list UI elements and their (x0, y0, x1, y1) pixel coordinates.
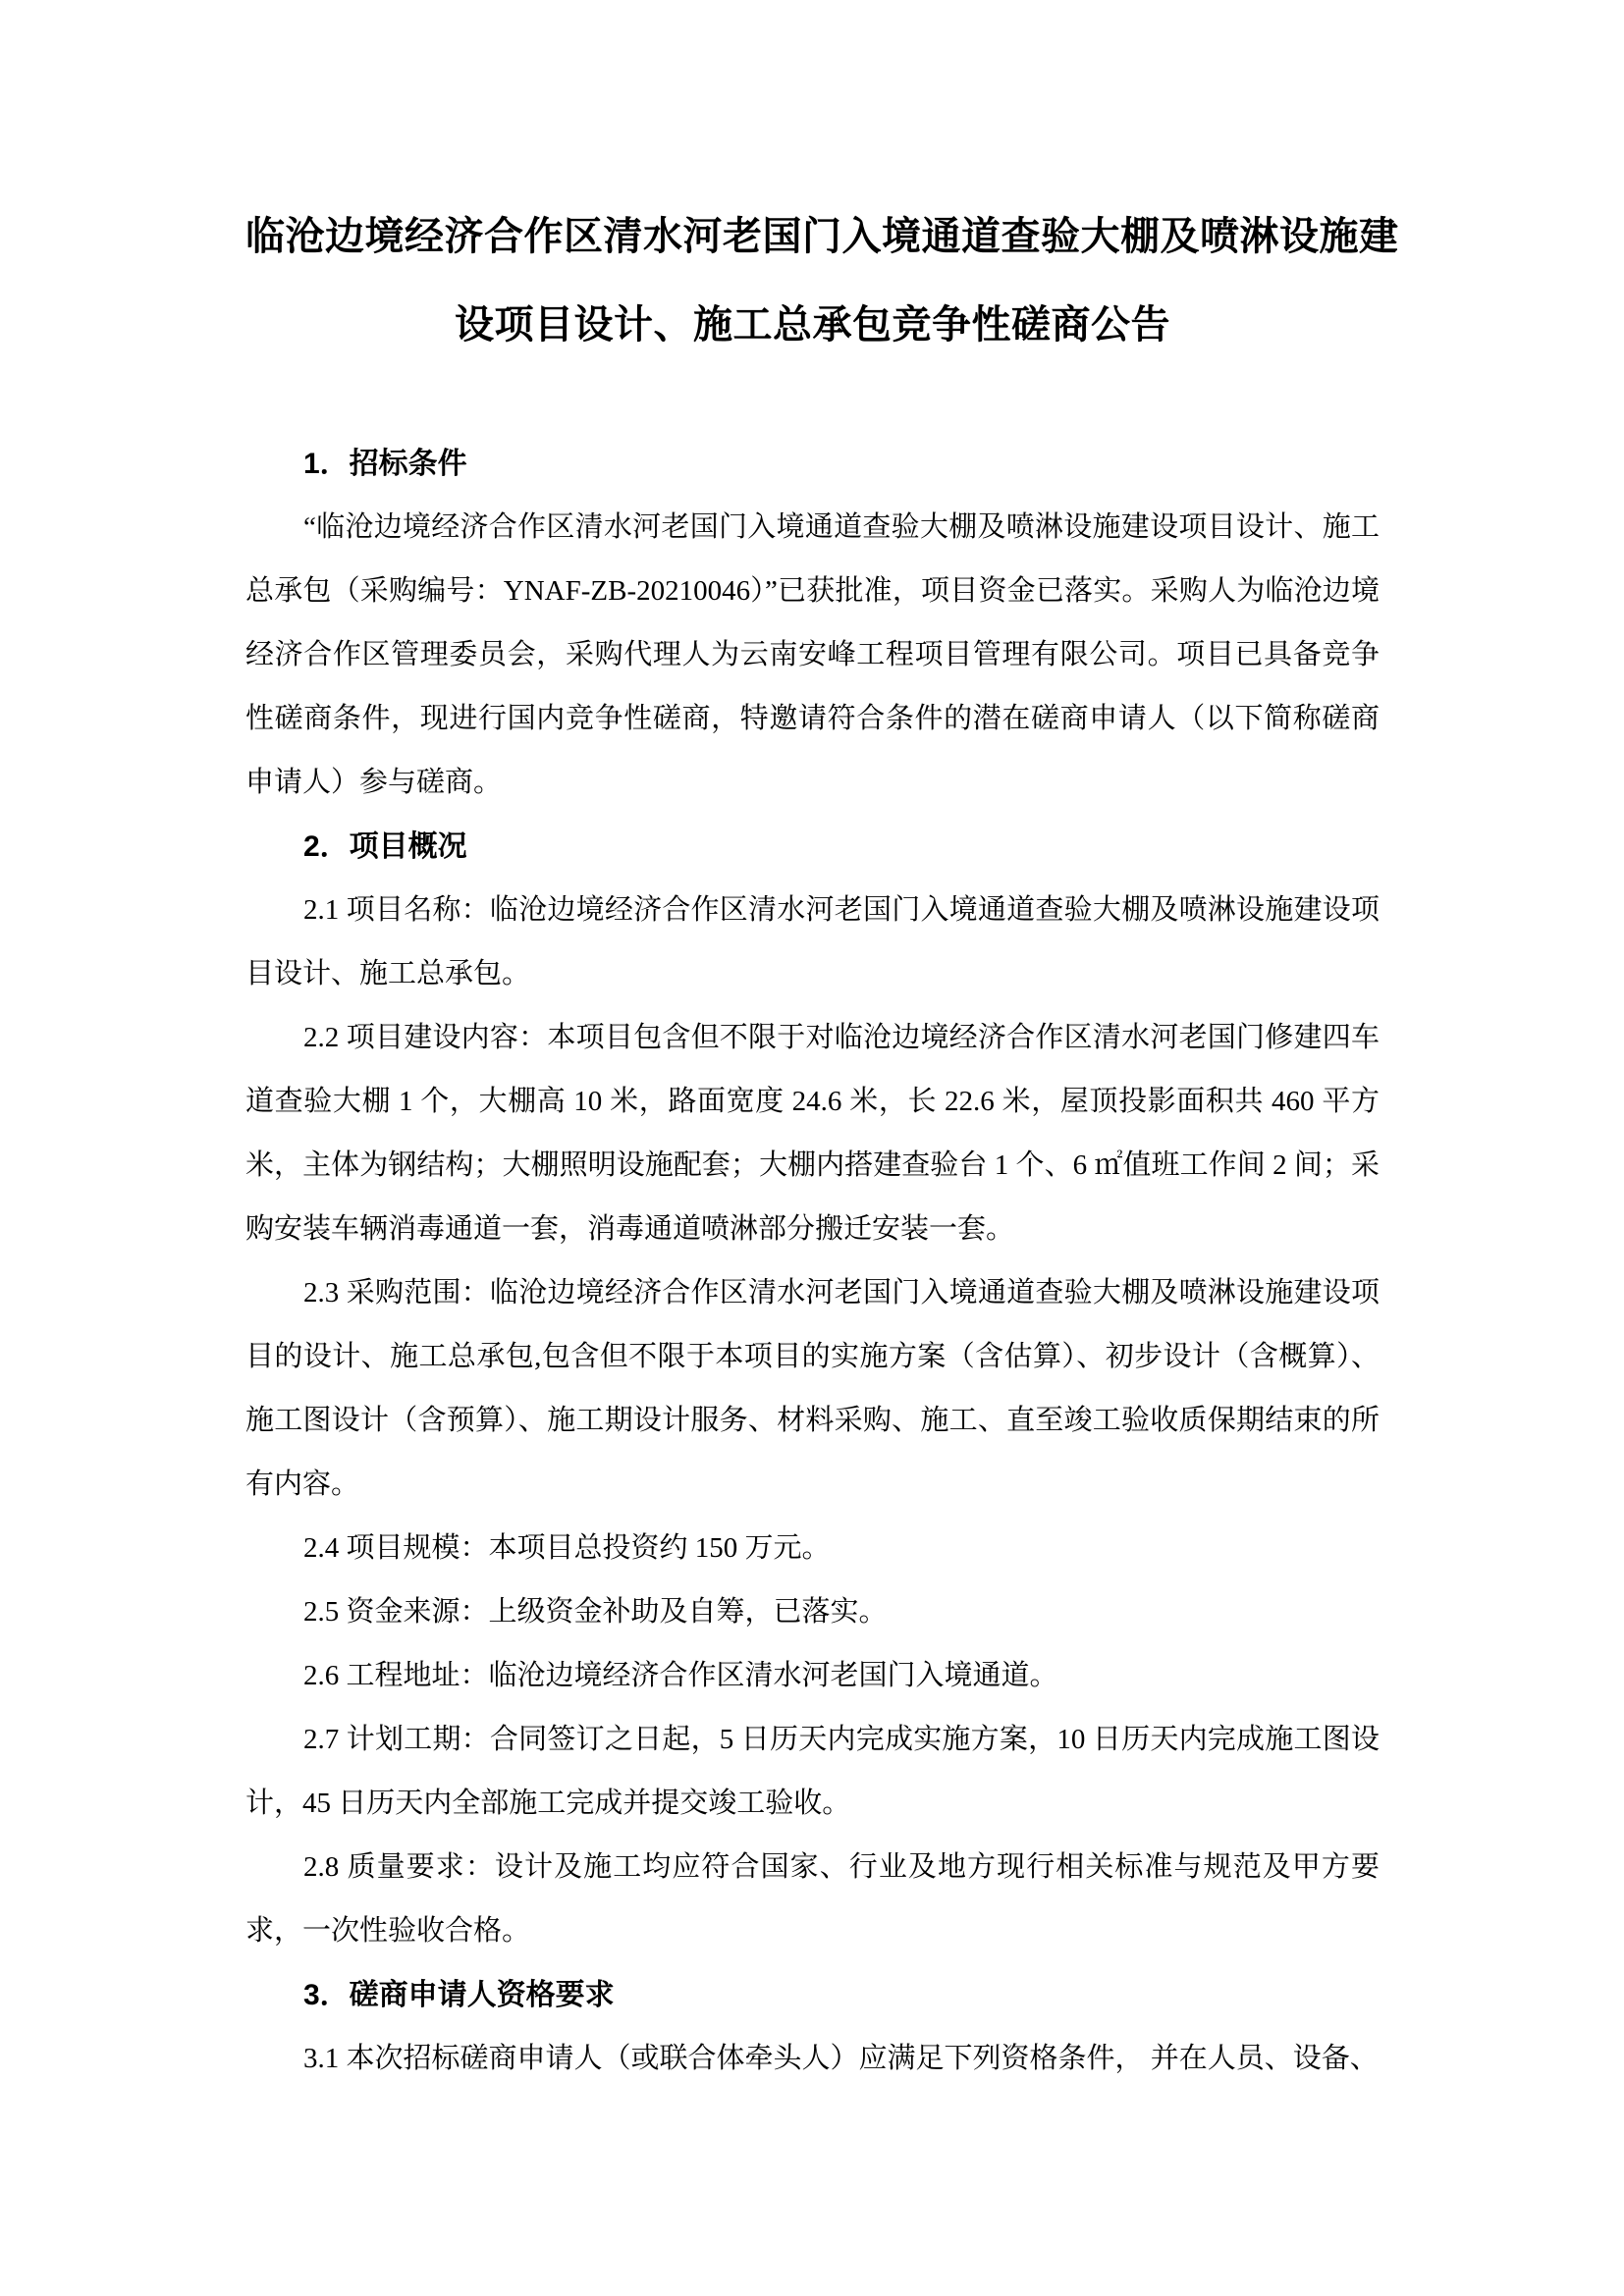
paragraph-project-content: 2.2 项目建设内容：本项目包含但不限于对临沧边境经济合作区清水河老国门修建四车道查验大棚 1 个，大棚高 10 米，路面宽度 24.6 米，长 22.6 米，屋顶投影面积共 460 平方米，主体为钢结构；大棚照明设施配套；大棚内搭建查验台 1 个、6 ㎡值班工作间 2 间；采购安装车辆消毒通道一套，消毒通道喷淋部分搬迁安装一套。 (245, 1022, 1380, 1245)
paragraph-quality-requirements: 2.8 质量要求：设计及施工均应符合国家、行业及地方现行相关标准与规范及甲方要求，一次性验收合格。 (245, 1851, 1380, 1947)
paragraph-planned-schedule: 2.7 计划工期：合同签订之日起，5 日历天内完成实施方案，10 日历天内完成施工图设计，45 日历天内全部施工完成并提交竣工验收。 (245, 1724, 1380, 1819)
paragraph-tender-conditions: “临沧边境经济合作区清水河老国门入境通道查验大棚及喷淋设施建设项目设计、施工总承包（采购编号：YNAF-ZB-20210046）”已获批准，项目资金已落实。采购人为临沧边境经济合作区管理委员会，采购代理人为云南安峰工程项目管理有限公司。项目已具备竞争性磋商条件，现进行国内竞争性磋商，特邀请符合条件的潜在磋商申请人（以下简称磋商申请人）参与磋商。 (245, 511, 1380, 798)
section-heading-applicant-qualifications: 3．磋商申请人资格要求 (303, 1979, 615, 2011)
paragraph-project-address: 2.6 工程地址：临沧边境经济合作区清水河老国门入境通道。 (303, 1660, 1058, 1691)
page-title-line-2: 设项目设计、施工总承包竞争性磋商公告 (455, 303, 1170, 347)
document-body (245, 432, 1380, 2091)
paragraph-project-scale: 2.4 项目规模：本项目总投资约 150 万元。 (303, 1532, 831, 1564)
paragraph-procurement-scope: 2.3 采购范围：临沧边境经济合作区清水河老国门入境通道查验大棚及喷淋设施建设项目的设计、施工总承包,包含但不限于本项目的实施方案（含估算）、初步设计（含概算）、施工图设计（含预算）、施工期设计服务、材料采购、施工、直至竣工验收质保期结束的所有内容。 (245, 1277, 1380, 1500)
page-title (245, 192, 1399, 369)
section-heading-project-overview: 2．项目概况 (303, 830, 467, 863)
paragraph-applicant-qualifications: 3.1 本次招标磋商申请人（或联合体牵头人）应满足下列资格条件， 并在人员、设备、 (303, 2043, 1379, 2074)
page-title-line-1: 临沧边境经济合作区清水河老国门入境通道查验大棚及喷淋设施建 (245, 215, 1399, 258)
paragraph-project-name: 2.1 项目名称：临沧边境经济合作区清水河老国门入境通道查验大棚及喷淋设施建设项目设计、施工总承包。 (245, 894, 1380, 989)
section-heading-tender-conditions: 1．招标条件 (303, 448, 467, 480)
paragraph-funding-source: 2.5 资金来源：上级资金补助及自筹，已落实。 (303, 1596, 888, 1628)
